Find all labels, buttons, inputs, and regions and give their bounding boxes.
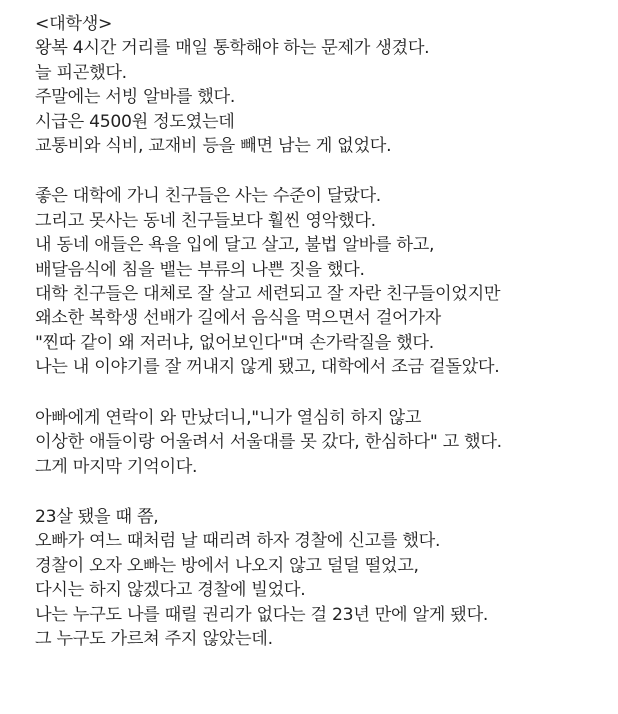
text-line: 좋은 대학에 가니 친구들은 사는 수준이 달랐다. bbox=[35, 186, 381, 207]
text-line: 이상한 애들이랑 어울려서 서울대를 못 갔다, 한심하다" 고 했다. bbox=[35, 432, 502, 453]
section-heading: <대학생> bbox=[35, 14, 113, 34]
text-line: 왜소한 복학생 선배가 길에서 음식을 먹으면서 걸어가자 bbox=[35, 308, 441, 329]
text-line: 배달음식에 침을 뱉는 부류의 나쁜 짓을 했다. bbox=[35, 259, 365, 280]
text-line: 주말에는 서빙 알바를 했다. bbox=[35, 87, 235, 108]
text-line: 아빠에게 연락이 와 만났더니,"니가 열심히 하지 않고 bbox=[35, 407, 422, 428]
text-line: 나는 내 이야기를 잘 꺼내지 않게 됐고, 대학에서 조금 겉돌았다. bbox=[35, 357, 500, 378]
paragraph-brother bbox=[35, 505, 618, 651]
text-line: "찐따 같이 왜 저러냐, 없어보인다"며 손가락질을 했다. bbox=[35, 332, 434, 353]
text-line: 오빠가 여느 때처럼 날 때리려 하자 경찰에 신고를 했다. bbox=[35, 531, 441, 552]
text-line: 그게 마지막 기억이다. bbox=[35, 456, 198, 477]
text-line: 경찰이 오자 오빠는 방에서 나오지 않고 덜덜 떨었고, bbox=[35, 555, 419, 576]
text-line: 교통비와 식비, 교재비 등을 빼면 남는 게 없었다. bbox=[35, 136, 392, 157]
text-line: 23살 됐을 때 쯤, bbox=[35, 506, 159, 527]
text-line: 늘 피곤했다. bbox=[35, 62, 127, 83]
text-line: 시급은 4500원 정도였는데 bbox=[35, 111, 235, 132]
text-line: 나는 누구도 나를 때릴 권리가 없다는 걸 23년 만에 알게 됐다. bbox=[35, 604, 489, 625]
text-line: 대학 친구들은 대체로 잘 살고 세련되고 잘 자란 친구들이었지만 bbox=[35, 284, 501, 305]
text-line: 왕복 4시간 거리를 매일 통학해야 하는 문제가 생겼다. bbox=[35, 38, 430, 59]
paragraph-college-friends bbox=[35, 184, 618, 379]
text-line: 그리고 못사는 동네 친구들보다 훨씬 영악했다. bbox=[35, 210, 376, 231]
text-line: 내 동네 애들은 욕을 입에 달고 살고, 불법 알바를 하고, bbox=[35, 235, 435, 256]
text-line: 다시는 하지 않겠다고 경찰에 빌었다. bbox=[35, 580, 306, 601]
paragraph-college-intro bbox=[35, 12, 618, 158]
paragraph-father bbox=[35, 406, 618, 479]
text-line: 그 누구도 가르쳐 주지 않았는데. bbox=[35, 628, 273, 649]
